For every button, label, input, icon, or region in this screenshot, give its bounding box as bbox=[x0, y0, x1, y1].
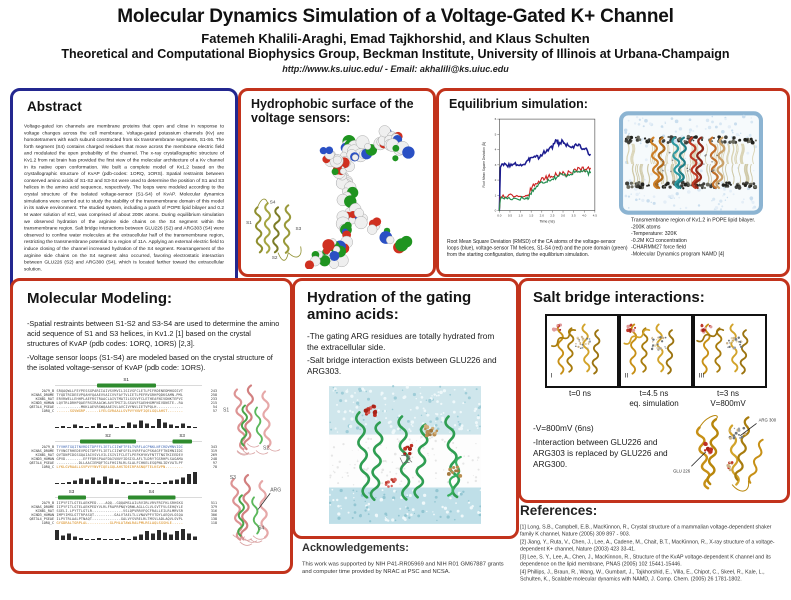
alignment-row: Q8T3L4_PSEAE ----------DLLAACIEMQFTGLFHSIRLRLSLALFCHKELESQPNLIDYVATLPF 97 bbox=[29, 461, 217, 465]
modeling-para-1: -Spatial restraints between S1-S2 and S3-S4 are used to determine the amino acid sequence of S1 and S3 helices, in Kv1.2 [1] based on the crystal structures of KvAP (pdb codes: 1ORQ, 1ORS) [2,3]. bbox=[27, 319, 280, 348]
abstract-body-wrap bbox=[24, 123, 224, 301]
arg-arrow bbox=[258, 493, 270, 509]
equilibrium-title: Equilibrium simulation: bbox=[449, 97, 588, 111]
alignment-row: KCND3_HUMAN IMPYIMSLGTTRPASQT---------GALVTAELTLLVNAVPFVTDYLAEQVLGSQA 306 bbox=[31, 513, 217, 517]
saltbridge-title: Salt bridge interactions: bbox=[533, 289, 705, 306]
hydrophobic-title: Hydrophobic surface of the voltage sensors: bbox=[251, 97, 414, 126]
inset-s3-label: S3 bbox=[295, 226, 302, 231]
hydrophobic-box bbox=[238, 88, 436, 277]
reference-item-1: [1] Long, S.B., Campbell, E.B., MacKinnon, R., Crystal structure of a mammalian voltage-dependent shaker family K channel, Nature (2005) 309 897 - 903. bbox=[520, 524, 772, 537]
reference-item-3: [3] Lee, S. Y., Lee, A., Chen, J., MacKinnon, R., Structure of the KvAP voltage-dependent K channel and its dependence on the lipid membrane, PNAS (2005) 102 15441-15446. bbox=[520, 553, 771, 567]
hydration-bullet-2: -Salt bridge interaction exists between GLU226 and ARG303. bbox=[307, 355, 497, 376]
modeling-title: Molecular Modeling: bbox=[27, 290, 173, 307]
references-title: References: bbox=[520, 503, 598, 518]
conservation-histogram bbox=[55, 471, 217, 484]
alignment-row: 2A79_B IIPYFITLGTELAEKPED----AQQ--GQQAMSLAILRVIRLVRVFRIFKLSRHSKG 511 bbox=[41, 501, 217, 505]
alignment-row: 1ORQ_C GYGDRALTGRPLAL----------GLPHLATAWLRALPMLRSLAQLSGSHLE----- 118 bbox=[41, 521, 217, 525]
abstract-title: Abstract bbox=[27, 99, 82, 114]
alignment-row: Q8T3L4_PSEAE -----------MKKLAEVRSWQAAEIVLAVCIVYNVLIETVPQLH------------ 54 bbox=[29, 405, 217, 409]
svg-text:2.0: 2.0 bbox=[539, 213, 544, 218]
saltbridge-bullet-1: -V=800mV (6ns) bbox=[533, 423, 594, 433]
arg300-label: ARG 300 bbox=[758, 417, 777, 423]
alignment-block: S1 2A79_B SRQAQWLLFEYPESSGPARIIAIVSVMVILISIVSFCLETLPIFRDENEDMHGGSVT 243 KCNAS_DROME TYQDTRIDEEVPQAHYQAAEVVAICVVFAYTVLIETLPEFRVGRHPQDKSAMN-PML 258 KCNB1_RAT ERVRWELLEHHPLAEFRSTRAACLAIVTMATILSSVVFCLETHEAFNIVDNKTEPVI 233 KCND3_HUMAN LQVTRLDRHPQAEFRSIRAACWLAVVTMCTILSSAVFSAEHHGMFNIVDNSTE--RA 215 Q8T3L4_PSEAE -----------MKKLAEVRSWQAAEIVLAVCIVYNVLIETVPQLH------------ 54 1ORQ_C ------SGVWGRP------LYELGVRAALLSVPVYYNVFIQELGQLAHST------- 57 bbox=[19, 377, 217, 428]
saltbridge-box bbox=[518, 278, 790, 503]
alignment-row: KCNAS_DROME TYQDTRIDEEVPQAHYQAAEVVAICVVFAYTVLIETLPEFRVGRHPQDKSAMN-PML 258 bbox=[31, 393, 217, 397]
panel-numeral-1: I bbox=[550, 372, 553, 380]
abstract-body: Voltage-gated ion channels are membrane proteins that open and close in response to voltage changes across the cell membrane. Voltage-gated potassium channels (Kv) are homotetramers with each subunit constructed from six transmembrane segments, S1-S6. The forth segment (S4) contains charged residues that move across the membrane electric field and modulated the open probability of the channel. The x-ray crystallographic structure of Kv1.2 from rat brain has provided the first view of the molecular architecture of a Kv channel in its native open conformation. We built a complete model of Kv1.2 based on the crystallographic structure of KvAP (pdb-codes: 1ORQ, 1ORS). Spatial restraints between conserved amino acids of S1-S2 and S3-S4 were used to determine the position of S1 and S3 helices in the amino acid sequence, respectively. The loops were modeled according to the crystal structure of the isolated voltage-sensor (S1-S4) of KvAP. Molecular dynamics simulations were carried out to study the stability of the transmembrane domain of this model in its native environment. The studied system, including a patch of POPE lipid bilayer and 0.2 M water solution of KCl, was comprised of about 200K atoms. During equilibrium simulation we observed hydration of the arginine side chains on the S4 segment within the transmembrane region. Salt bridge interactions between GLU226 (S2) and ARG303 (S4) were observed to confine water molecules at the extracellular half of the transmembrane region, restricting the transmembrane potential to a region of 11A. Applying an external electric field to induce closing of the channel increased hydration of the S4 segment. Rearrangement of the arginine side chains on the S4 segment also occurred, favoring electrostatic interaction between GLU226 (S2) and ARG300 (S4), which is located farther toward the extracellular solution. bbox=[24, 123, 224, 272]
references-list bbox=[520, 524, 784, 596]
hydration-rendering bbox=[329, 385, 481, 525]
svg-text:Root Mean Square Deviation (Å): Root Mean Square Deviation (Å) bbox=[482, 142, 487, 188]
saltbridge-panel-3 bbox=[693, 314, 767, 388]
panel-numeral-2: II bbox=[624, 372, 629, 380]
alignment-row: KCNB1_RAT QVTDNPIDGSGQAIAIVSVLVILISIVIFCLETLPEFKHYKVFNTTTNGTKIEEDEV 269 bbox=[35, 453, 217, 457]
rmsd-caption: Root Mean Square Deviation (RMSD) of the CA atoms of the voltage-sensor loops (blue), voltage-sensor TM helices, S1-S4 (red) and the pore domain (green) from the starting configuration, during the equilibrium simulation. bbox=[447, 239, 628, 258]
inset-s3-label: S3 bbox=[229, 475, 236, 482]
glu226-label: GLU 226 bbox=[673, 468, 691, 474]
page-title: Molecular Dynamics Simulation of a Voltage-Gated K+ Channel bbox=[117, 6, 674, 27]
inset-s2-label: S2 bbox=[263, 445, 270, 452]
equilibrium-box bbox=[436, 88, 790, 277]
ribbon-inset-s3-s4 bbox=[217, 467, 287, 563]
reference-item-4: [4] Phillips, J., Braun, R., Wang, W., Gumbart, J., Tajkhorshid, E., Villa, E., Chipot, C., Skeel, R., Kale, L., Schulten, K., Scalable molecular dynamics with NAMD, J. Comp. Chem. (2005) 26 1781-1802. bbox=[520, 568, 765, 582]
panel-numeral-3: III bbox=[698, 372, 705, 380]
conservation-histogram bbox=[55, 527, 217, 540]
inset-arg-label: ARG bbox=[270, 487, 282, 494]
membrane-caption-bullet: -CHARMM27 force field bbox=[631, 244, 686, 251]
inset-s4-label: S4 bbox=[269, 199, 276, 205]
conservation-histogram bbox=[55, 415, 217, 428]
acknowledgements-body: This work was supported by NIH P41-RR05969 and NIH R01 GM67887 grants and computer time provided by NRAC at PSC and NCSA. bbox=[302, 560, 504, 575]
acknowledgements-title: Acknowledgements: bbox=[302, 542, 409, 554]
alignment-row: KCND3_HUMAN LQVTRLDRHPQAEFRSIRAACWLAVVTMCTILSSAVFSAEHHGMFNIVDNSTE--RA 215 bbox=[31, 401, 217, 405]
svg-text:2.5: 2.5 bbox=[550, 213, 555, 218]
alignment-block: S2 S3 2A79_B TYVHRTGQITNVRDITDPFFLIETLCIIWFTFELTVRFLACPNKLNFCRDVMNVIDI 343 KCNAS_DROME TYVNGTRHEDEVPDITDPFFLIETLCIIWFSFELVVRFFACPSKAGFFTNIMNIIDI 319 KCNB1_RAT QVTDNPIDGSGQAIAIVSVLVILISIVIFCLETLPEFKHYKVFNTTTNGTKIEEDEV 269 KCND3_HUMAN GPVD--------EFFFDRSPAAFDAIVNVYIDSISLAFLTLDRYTGSRHPLSAGAMA 248 Q8T3L4_PSEAE ----------DLLAACIEMQFTGLFHSIRLRLSLALFCHKELESQPNLIDYVATLPF 97 1ORQ_C LYKLGVRAALLSVPVYYNVFIQELGQLAHSTDEIRPASNQFTELKSVPN-------- 78 bbox=[19, 433, 217, 484]
svg-text:3.5: 3.5 bbox=[571, 213, 576, 218]
svg-text:4.5: 4.5 bbox=[592, 213, 597, 218]
inset-s2-label: S2 bbox=[271, 254, 278, 260]
membrane-snapshot bbox=[619, 111, 763, 215]
membrane-caption-bullet: -Temperature: 320K bbox=[631, 231, 677, 237]
alignment-row: KCNAS_DROME TYVNGTRHEDEVPDITDPFFLIETLCIIWFSFELVVRFFACPSKAGFFTNIMNIIDI 319 bbox=[31, 449, 217, 453]
saltbridge-panel-1 bbox=[545, 314, 619, 388]
reference-item-2: [2] Jiang, Y., Ruta, V., Chen, J., Lee, A., Cadene, M., Chait, B.T., MacKinnon, R., X-ray structure of a voltage-dependent K+ channel, Nature (2003) 423 33-41. bbox=[520, 538, 775, 552]
sequence-alignment-figure bbox=[19, 377, 217, 557]
alignment-row: KCNB1_RAT ERVRWELLEHHPLAEFRSTRAACLAIVTMATILSSVVFCLETHEAFNIVDNKTEPVI 233 bbox=[35, 397, 217, 401]
alignment-row: 2A79_B TYVHRTGQITNVRDITDPFFLIETLCIIWFTFELTVRFLACPNKLNFCRDVMNVIDI 343 bbox=[41, 445, 217, 449]
rmsd-plot bbox=[479, 113, 603, 239]
alignment-row: 1ORQ_C ------SGVWGRP------LYELGVRAALLSVPVYYNVFIQELGQLAHST------- 57 bbox=[41, 409, 217, 413]
svg-text:Time (ns): Time (ns) bbox=[539, 219, 555, 224]
svg-text:0.5: 0.5 bbox=[507, 213, 513, 218]
authors-line: Fatemeh Khalili-Araghi, Emad Tajkhorshid, and Klaus Schulten bbox=[201, 31, 590, 46]
inset-s1-label: S1 bbox=[223, 407, 230, 414]
saltbridge-bullet-2: -Interaction between GLU226 and ARG303 is replaced by GLU226 and ARG300. bbox=[533, 437, 668, 469]
svg-text:4: 4 bbox=[494, 147, 497, 152]
svg-text:4.0: 4.0 bbox=[582, 213, 587, 218]
panel-caption-3: t=3 ns V=800mV bbox=[710, 389, 746, 408]
svg-text:3: 3 bbox=[494, 162, 497, 167]
hydration-box bbox=[292, 278, 519, 539]
inset-s4-label: S4 bbox=[258, 525, 265, 532]
membrane-caption-bullet: -0.2M KCl concentration bbox=[631, 237, 687, 244]
membrane-caption-bullet: -Molecular Dynamics program NAMD [4] bbox=[631, 251, 725, 257]
modeling-para-2: -Voltage sensor loops (S1-S4) are modeled based on the crystal structure of the isolated voltage-sensor of KvAP (pdb code: 1ORS). bbox=[27, 353, 273, 372]
inset-s1-label: S1 bbox=[246, 219, 252, 225]
saltbridge-panel-2 bbox=[619, 314, 693, 388]
svg-text:2: 2 bbox=[494, 178, 497, 183]
alignment-row: Q8T3L4_PSEAE ILPVTRLAALPTNAQT-------------GALVYSVRELRLTMSVLADLAQVLSVPL 138 bbox=[29, 517, 217, 521]
saltbridge-rendering bbox=[669, 409, 783, 497]
ribbon-inset-s1-s2 bbox=[221, 377, 283, 463]
panel-caption-1: t=0 ns bbox=[568, 389, 591, 398]
hydration-title: Hydration of the gating amino acids: bbox=[307, 289, 472, 324]
svg-text:0: 0 bbox=[494, 208, 497, 213]
alignment-row: KCNB1_RAT SGELI-LPYTTLGTLR--------------VSLQPVRRVFQCFRALLEILRLMRVSR 316 bbox=[35, 509, 217, 513]
svg-text:1: 1 bbox=[494, 193, 497, 198]
membrane-caption-title: Transmembrane region of Kv1.2 in POPE lipid bilayer. bbox=[631, 217, 756, 223]
svg-text:6: 6 bbox=[494, 117, 497, 122]
alignment-row: 2A79_B SRQAQWLLFEYPESSGPARIIAIVSVMVILISIVSFCLETLPIFRDENEDMHGGSVT 243 bbox=[41, 389, 217, 393]
membrane-caption-bullet: -200K atoms bbox=[631, 224, 661, 230]
svg-text:3.0: 3.0 bbox=[560, 213, 566, 218]
alignment-block: S3 S4 2A79_B IIPYFITLGTELAEKPED----AQQ--GQQAMSLAILRVIRLVRVFRIFKLSRHSKG 511 KCNAS_DROME IIPYFITLGTELAEKPEDYVLRLFRAPRPNQYQRWLAGLLCLVLSVTFVLSEHQYLE 379 KCNB1_RAT SGELI-LPYTTLGTLR--------------VSLQPVRRVFQCFRALLEILRLMRVSR 316 KCND3_HUMAN IMPYIMSLGTTRPASQT---------GALVTAELTLLVNAVPFVTDYLAEQVLGSQA 306 Q8T3L4_PSEAE ILPVTRLAALPTNAQT-------------GALVYSVRELRLTMSVLADLAQVLSVPL 138 1ORQ_C GYGDRALTGRPLAL----------GLPHLATAWLRALPMLRSLAQLSGSHLE----- 118 bbox=[19, 489, 217, 540]
alignment-row: 1ORQ_C LYKLGVRAALLSVPVYYNVFIQELGQLAHSTDEIRPASNQFTELKSVPN-------- 78 bbox=[41, 465, 217, 469]
panel-caption-2: t=4.5 ns eq. simulation bbox=[629, 389, 679, 408]
alignment-row: KCNAS_DROME IIPYFITLGTELAEKPEDYVLRLFRAPRPNQYQRWLAGLLCLVLSVTFVLSEHQYLE 379 bbox=[31, 505, 217, 509]
svg-text:1.5: 1.5 bbox=[529, 213, 534, 218]
hydration-bullet-1: -The gating ARG residues are totally hydrated from the extracellular side. bbox=[307, 331, 495, 352]
svg-text:0.0: 0.0 bbox=[497, 213, 502, 218]
url-email-line: http://www.ks.uiuc.edu/ - Email: akhalili@ks.uiuc.edu bbox=[282, 64, 509, 74]
system-caption-wrap bbox=[631, 217, 781, 269]
rmsd-caption-wrap bbox=[447, 239, 629, 269]
svg-text:1.0: 1.0 bbox=[518, 213, 523, 218]
acknowledgements-body-wrap bbox=[302, 560, 514, 594]
alignment-row: KCND3_HUMAN GPVD--------EFFFDRSPAAFDAIVNVYIDSISLAFLTLDRYTGSRHPLSAGAMA 248 bbox=[31, 457, 217, 461]
modeling-box bbox=[10, 278, 293, 574]
voltage-sensor-ribbon-inset bbox=[245, 193, 309, 267]
affiliation-line: Theoretical and Computational Biophysics Group, Beckman Institute, University of Illinois at Urbana-Champaign bbox=[61, 47, 730, 61]
svg-text:5: 5 bbox=[494, 132, 497, 137]
